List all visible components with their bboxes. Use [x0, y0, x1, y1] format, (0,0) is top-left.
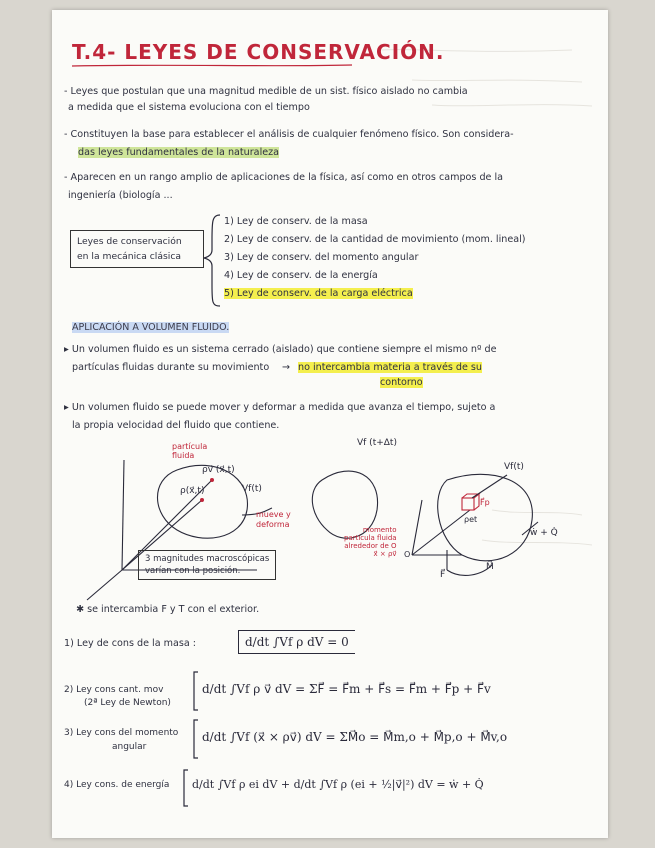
moment-label — [344, 526, 397, 558]
page-title: T.4- LEYES DE CONSERVACIÓN. — [72, 40, 445, 64]
moment-label-4: x⃗ × ρv⃗ — [373, 550, 397, 558]
right-volume — [438, 474, 533, 560]
intro-line-6: ingeniería (biología ... — [68, 190, 173, 201]
eq4: d/dt ∫Vf ρ ei dV + d/dt ∫Vf ρ (ei + ½|v⃗|²) dV = ẇ + Q̇ — [192, 778, 484, 791]
bullet-1-arrow: → — [282, 362, 291, 373]
bullet-1-line-1: ▸ Un volumen fluido es un sistema cerrado (aislado) que contiene siempre el mismo nº de — [64, 344, 497, 355]
right-axis-z — [412, 500, 422, 555]
vf-t-label-2: Vf(t) — [504, 462, 524, 472]
particle-label — [172, 442, 207, 460]
fp-label: F⃗p — [480, 498, 490, 507]
caption-1: 3 magnitudes macroscópicas — [145, 554, 270, 564]
bullet-2-line-1: ▸ Un volumen fluido se puede mover y deformar a medida que avanza el tiempo, sujeto a — [64, 402, 496, 413]
law-3: 3) Ley de conserv. del momento angular — [224, 252, 419, 263]
laws-box-line-2: en la mecánica clásica — [77, 251, 182, 262]
caption-2: varían con la posición. — [145, 566, 241, 576]
moment-label-2: partícula fluida — [344, 534, 397, 542]
bullet-1-line-4: contorno — [380, 377, 423, 388]
eq2-label-2: (2ª Ley de Newton) — [84, 698, 171, 708]
velocity-arrow — [472, 475, 507, 498]
exterior-note: ✱ se intercambia F y T con el exterior. — [76, 604, 260, 615]
section-heading: APLICACIÓN A VOLUMEN FLUIDO. — [72, 322, 230, 333]
eq3: d/dt ∫Vf (x⃗ × ρv⃗) dV = ΣM⃗o = M⃗m,o + M⃗p,o + M⃗v,o — [202, 730, 508, 744]
law-5: 5) Ley de conserv. de la carga eléctrica — [224, 288, 413, 299]
moment-label-1: momento — [362, 526, 397, 534]
bullet-2-line-2: la propia velocidad del fluido que contiene. — [72, 420, 280, 431]
fluid-element — [462, 498, 474, 510]
laws-box — [70, 230, 204, 268]
intro-line-4: das leyes fundamentales de la naturaleza — [78, 147, 280, 158]
bullet-1-line-3: no intercambia materia a través de su — [298, 362, 483, 373]
intro-line-5: - Aparecen en un rango amplio de aplicaciones de la física, así como en otros campos de la — [64, 172, 504, 183]
law-1: 1) Ley de conserv. de la masa — [224, 216, 368, 227]
pet-label: ρet — [464, 515, 478, 524]
right-position — [412, 510, 470, 555]
rho-label: ρ(x⃗,t) — [180, 486, 205, 496]
bullet-1-line-2: partículas fluidas durante su movimiento — [72, 362, 270, 373]
particle-label-1: partícula — [172, 442, 208, 451]
law-4: 4) Ley de conserv. de la energía — [224, 270, 378, 281]
moment-label-3: alrededor de O — [344, 542, 397, 550]
moves-label-2: deforma — [256, 520, 290, 529]
moves-label — [256, 510, 291, 530]
axis-z — [122, 460, 124, 570]
eq3-label-1: 3) Ley cons del momento — [64, 728, 179, 738]
m-label: M⃗ — [486, 562, 494, 572]
laws-box-line-1: Leyes de conservación — [77, 236, 182, 247]
eq3-label-2: angular — [112, 742, 147, 752]
particle-label-2: fluida — [172, 451, 195, 460]
law-2: 2) Ley de conserv. de la cantidad de movimiento (mom. lineal) — [224, 234, 526, 245]
rho-v-label: ρv⃗ (x⃗,t) — [202, 465, 235, 475]
moves-label-1: mueve y — [256, 510, 291, 519]
eq1: d/dt ∫Vf ρ dV = 0 — [238, 630, 355, 654]
eq2: d/dt ∫Vf ρ v⃗ dV = ΣF⃗ = F⃗m + F⃗s = F⃗m + F⃗p + F⃗v — [202, 682, 491, 696]
origin-label: O — [404, 550, 411, 559]
w-q-label: ẇ + Q̇ — [530, 528, 558, 538]
eq1-label: 1) Ley de cons de la masa : — [64, 638, 197, 649]
eq4-label: 4) Ley cons. de energía — [64, 780, 170, 790]
left-volume — [157, 465, 247, 538]
f-label: F⃗ — [440, 570, 446, 580]
eq2-label-1: 2) Ley cons cant. mov — [64, 685, 164, 695]
notebook-page — [52, 10, 608, 838]
intro-line-2: a medida que el sistema evoluciona con el tiempo — [68, 102, 310, 113]
axis-y — [87, 570, 122, 600]
intro-line-1: - Leyes que postulan que una magnitud medible de un sist. físico aislado no cambia — [64, 86, 468, 97]
intro-line-3: - Constituyen la base para establecer el análisis de cualquier fenómeno físico. Son considera- — [64, 129, 514, 140]
caption-box — [138, 550, 276, 580]
vf-t-label: Vf(t) — [242, 484, 262, 494]
vf-t-dt-label: Vf (t+Δt) — [357, 438, 397, 448]
